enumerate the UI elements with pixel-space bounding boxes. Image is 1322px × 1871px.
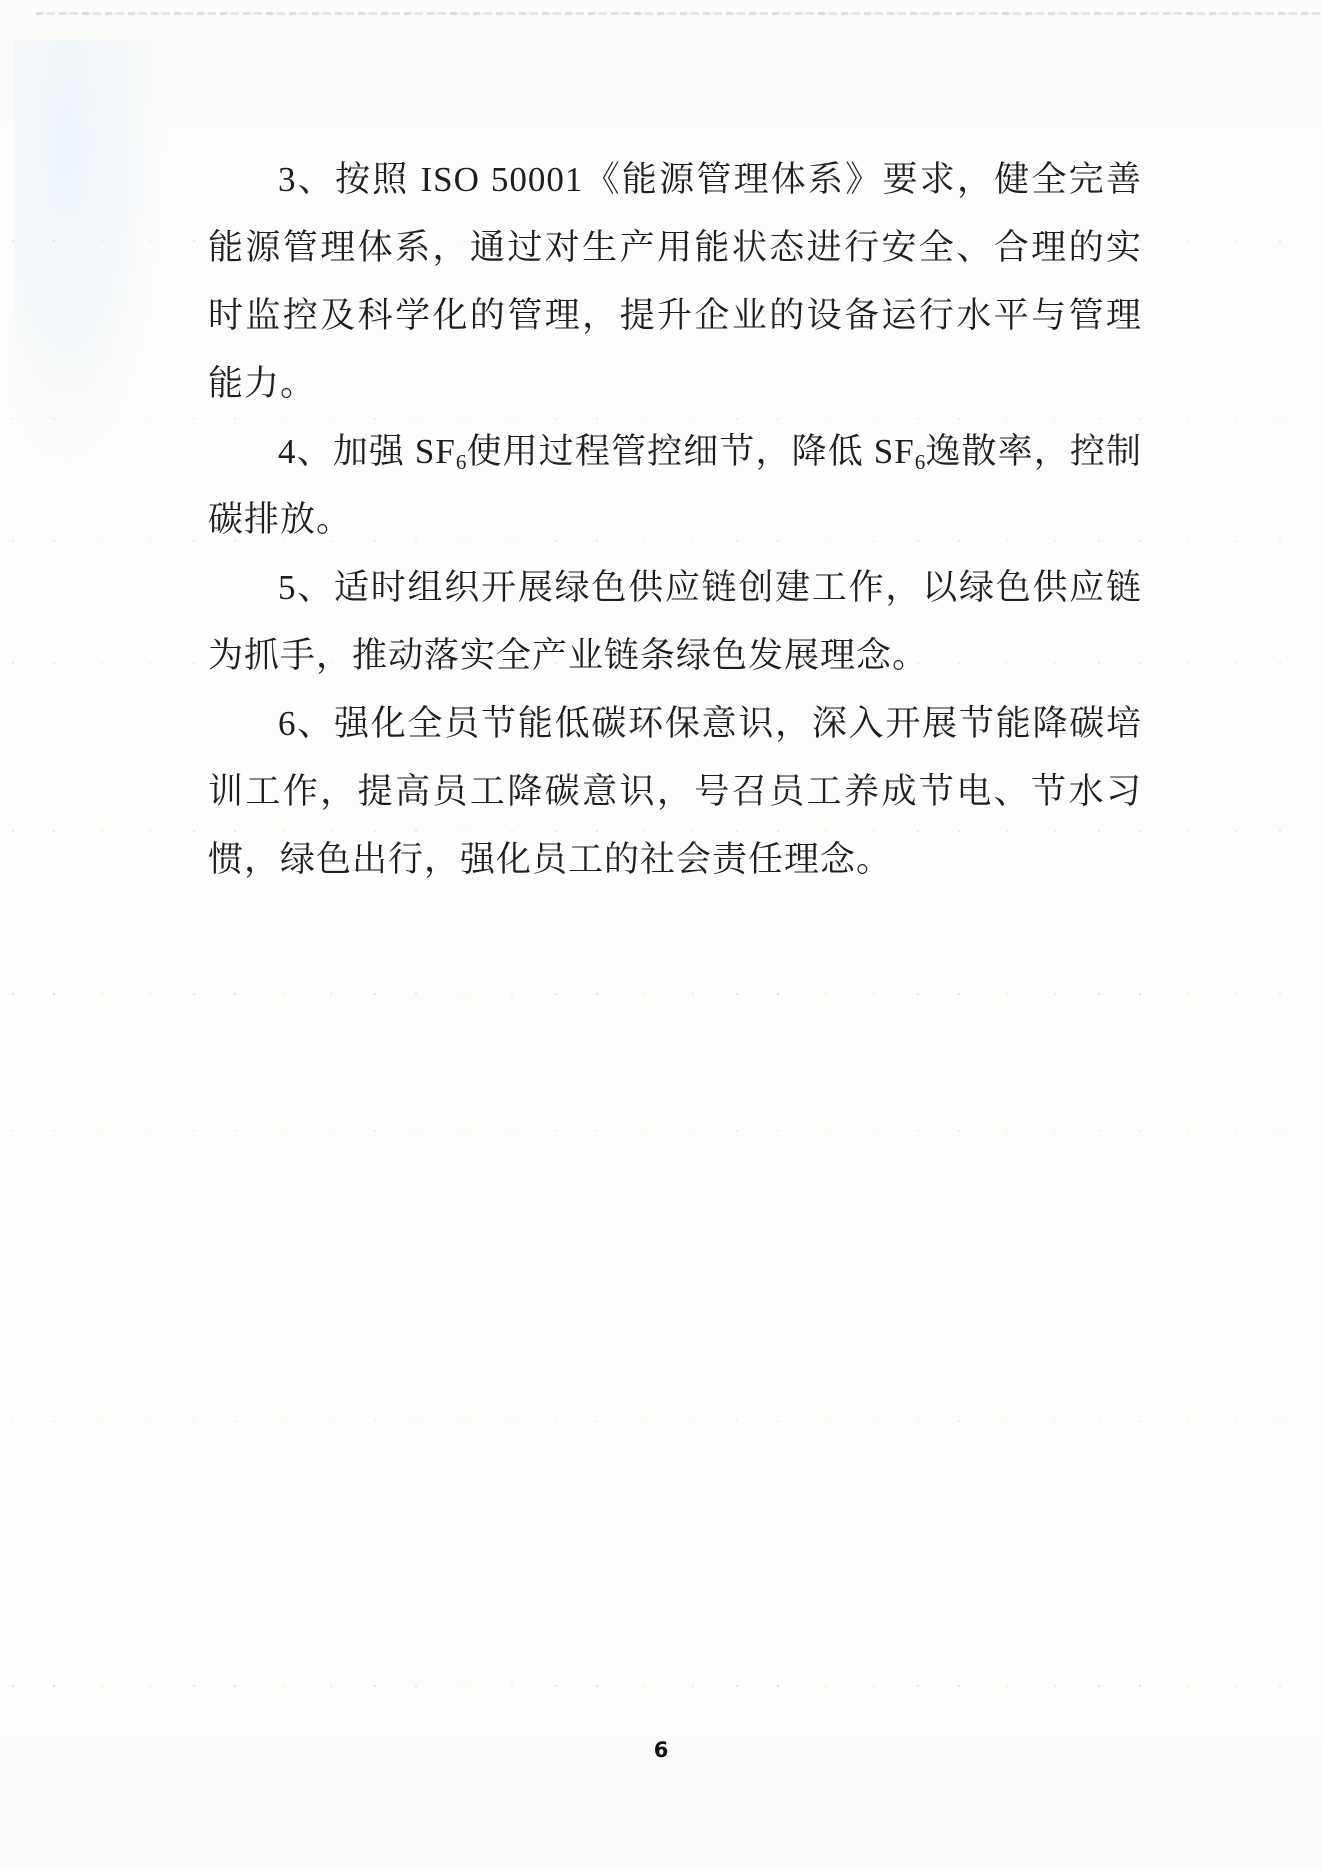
paragraph-4: 4、加强 $SF_6$使用过程管控细节，降低 $SF_6$逸散率，控制碳排放。 (208, 432, 1142, 539)
scan-artifact-line (12, 993, 1314, 995)
scan-tint-blotch (14, 40, 164, 470)
scan-artifact-line (12, 1130, 1314, 1132)
paragraph-3: 3、按照 ISO 50001《能源管理体系》要求，健全完善能源管理体系，通过对生产用能状态进行安全、合理的实时监控及科学化的管理，提升企业的设备运行水平与管理能力。 (208, 160, 1142, 403)
paragraph-6: 6、强化全员节能低碳环保意识，深入开展节能降碳培训工作，提高员工降碳意识，号召员工养成节电、节水习惯，绿色出行，强化员工的社会责任理念。 (208, 704, 1142, 879)
document-paragraphs (208, 146, 1142, 894)
scan-artifact-line (12, 1420, 1314, 1422)
page-number: 6 (653, 1738, 669, 1762)
scan-artifact-line (12, 1685, 1314, 1687)
paragraph-5: 5、适时组织开展绿色供应链创建工作，以绿色供应链为抓手，推动落实全产业链条绿色发展理念。 (208, 568, 1142, 675)
scan-artifact-line (36, 12, 1322, 15)
